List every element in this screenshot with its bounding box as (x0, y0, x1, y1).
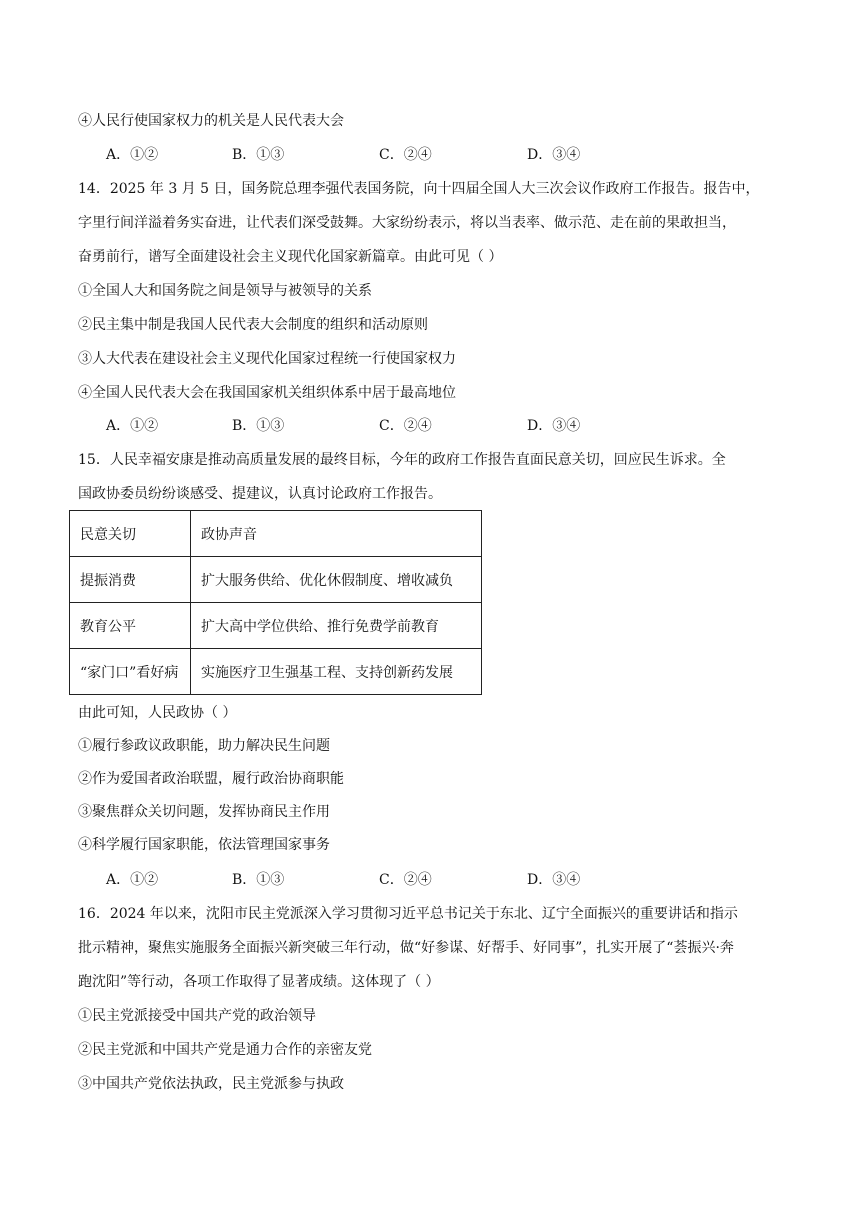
q15-statement-4: ④科学履行国家职能，依法管理国家事务 (78, 837, 330, 853)
table-header-cell: 政协声音 (191, 511, 482, 557)
q15-option-c: C．②④ (379, 872, 432, 888)
q14-option-a: A．①② (106, 418, 159, 434)
q14-statement-4: ④全国人民代表大会在我国国家机关组织体系中居于最高地位 (78, 385, 456, 401)
q15-question: 由此可知，人民政协（ ） (78, 705, 237, 721)
q13-option-b: B．①③ (232, 147, 285, 163)
q15-option-b: B．①③ (232, 872, 285, 888)
q15-statement-2: ②作为爱国者政治联盟，履行政治协商职能 (78, 771, 344, 787)
q15-option-a: A．①② (106, 872, 159, 888)
q13-option-a: A．①② (106, 147, 159, 163)
table-cell: 实施医疗卫生强基工程、支持创新药发展 (191, 649, 482, 695)
q15-stem-line-1: 15．人民幸福安康是推动高质量发展的最终目标，今年的政府工作报告直面民意关切，回应民生诉求。全 (78, 452, 726, 468)
q16-stem-line-1: 16．2024 年以来，沈阳市民主党派深入学习贯彻习近平总书记关于东北、辽宁全面振兴的重要讲话和指示 (78, 906, 738, 922)
table-row (70, 603, 482, 649)
q13-option-c: C．②④ (379, 147, 432, 163)
q14-statement-1: ①全国人大和国务院之间是领导与被领导的关系 (78, 283, 372, 299)
q16-statement-3: ③中国共产党依法执政，民主党派参与执政 (78, 1076, 344, 1092)
table-header-row (70, 511, 482, 557)
q16-statement-2: ②民主党派和中国共产党是通力合作的亲密友党 (78, 1042, 372, 1058)
table-header-cell: 民意关切 (70, 511, 191, 557)
q14-stem-line-1: 14．2025 年 3 月 5 日，国务院总理李强代表国务院，向十四届全国人大三次会议作政府工作报告。报告中， (78, 181, 760, 197)
q16-stem-line-2: 批示精神，聚焦实施服务全面振兴新突破三年行动，做“好参谋、好帮手、好同事”，扎实开展了“荟振兴·奔 (78, 940, 734, 956)
table-cell: 提振消费 (70, 557, 191, 603)
q15-statement-1: ①履行参政议政职能，助力解决民生问题 (78, 738, 330, 754)
table-cell: “家门口”看好病 (70, 649, 191, 695)
q14-statement-3: ③人大代表在建设社会主义现代化国家过程统一行使国家权力 (78, 351, 456, 367)
table-cell: 扩大高中学位供给、推行免费学前教育 (191, 603, 482, 649)
q16-stem-line-3: 跑沈阳”等行动，各项工作取得了显著成绩。这体现了（ ） (78, 974, 440, 990)
table-cell: 扩大服务供给、优化休假制度、增收减负 (191, 557, 482, 603)
q15-stem-line-2: 国政协委员纷纷谈感受、提建议，认真讨论政府工作报告。 (78, 486, 442, 502)
table-row (70, 649, 482, 695)
table-cell: 教育公平 (70, 603, 191, 649)
q16-statement-1: ①民主党派接受中国共产党的政治领导 (78, 1008, 316, 1024)
q15-table (69, 510, 482, 695)
q13-option-d: D．③④ (527, 147, 581, 163)
q14-stem-line-3: 奋勇前行，谱写全面建设社会主义现代化国家新篇章。由此可见（ ） (78, 249, 503, 265)
q14-option-d: D．③④ (527, 418, 581, 434)
q14-option-c: C．②④ (379, 418, 432, 434)
q14-statement-2: ②民主集中制是我国人民代表大会制度的组织和活动原则 (78, 317, 428, 333)
q14-option-b: B．①③ (232, 418, 285, 434)
table-row (70, 557, 482, 603)
q15-option-d: D．③④ (527, 872, 581, 888)
q15-statement-3: ③聚焦群众关切问题，发挥协商民主作用 (78, 804, 330, 820)
q13-statement-4: ④人民行使国家权力的机关是人民代表大会 (78, 113, 344, 129)
q14-stem-line-2: 字里行间洋溢着务实奋进，让代表们深受鼓舞。大家纷纷表示，将以当表率、做示范、走在前的果敢担当， (78, 215, 736, 231)
